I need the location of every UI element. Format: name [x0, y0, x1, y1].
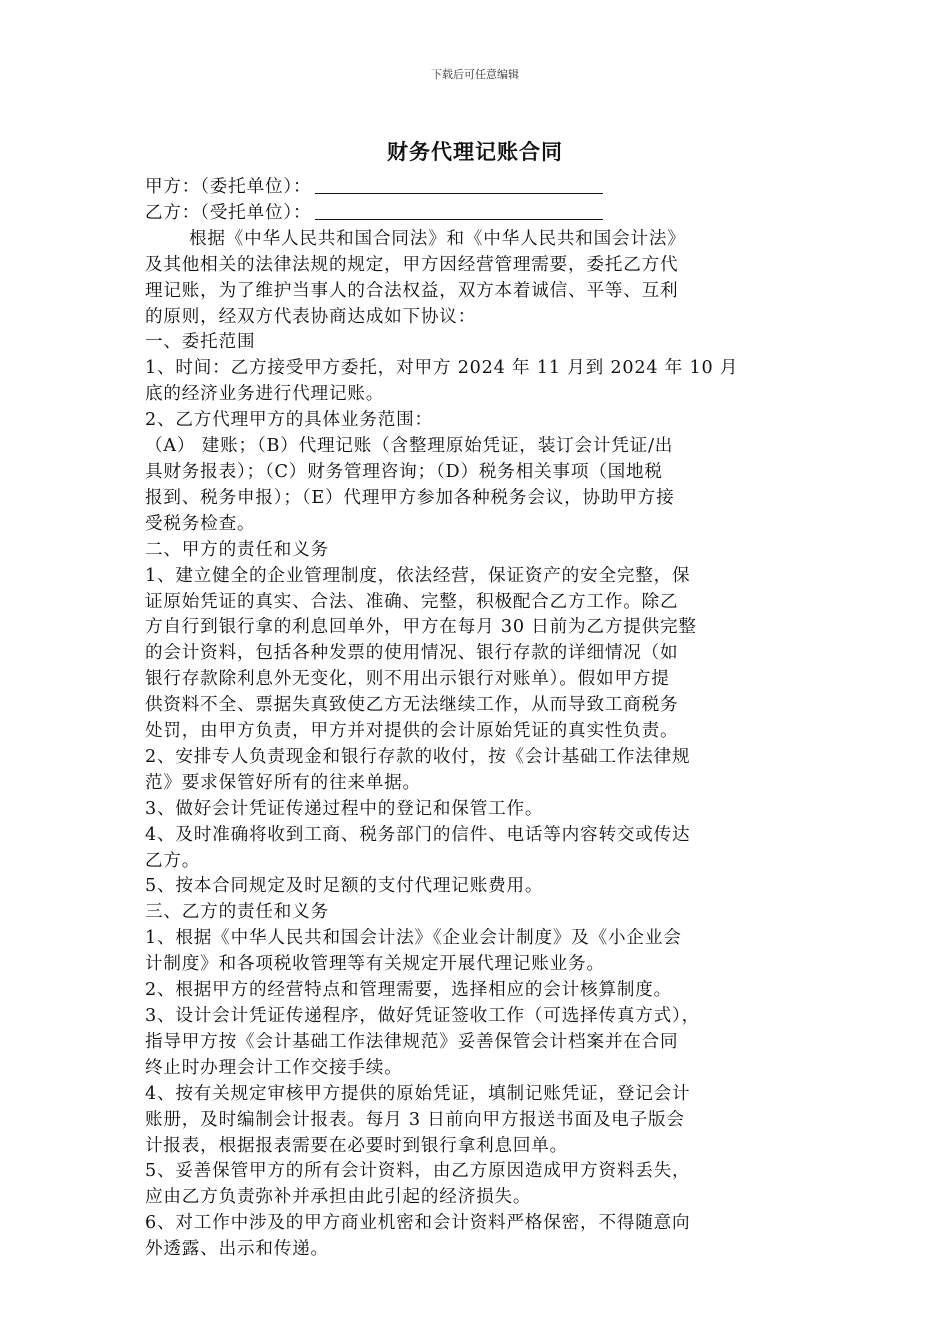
party-b-blank-field[interactable]: [315, 201, 603, 220]
section-line: （A） 建账；（B）代理记账（含整理原始凭证，装订会计凭证/出: [145, 436, 674, 457]
section-line: 5、妥善保管甲方的所有会计资料，由乙方原因造成甲方资料丢失，: [145, 1161, 691, 1182]
section-line: 5、按本合同规定及时足额的支付代理记账费用。: [145, 876, 544, 897]
preamble-line: 及其他相关的法律法规的规定，甲方因经营管理需要，委托乙方代: [145, 254, 679, 275]
section-line: 2、乙方代理甲方的具体业务范围：: [145, 410, 433, 431]
preamble-line: 理记账，为了维护当事人的合法权益，双方本着诚信、平等、互利: [145, 280, 679, 301]
section-line: 银行存款除利息外无变化，则不用出示银行对账单）。假如甲方提: [145, 669, 670, 690]
preamble-line: 根据《中华人民共和国合同法》和《中华人民共和国会计法》: [189, 228, 686, 249]
section-line: 受税务检查。: [145, 513, 256, 534]
section-line: 2、安排专人负责现金和银行存款的收付，按《会计基础工作法律规: [145, 746, 691, 767]
section-heading: 一、委托范围: [145, 332, 256, 353]
section-line: 范》要求保管好所有的往来单据。: [145, 772, 421, 793]
party-a-blank-field[interactable]: [315, 175, 603, 194]
section-line: 3、设计会计凭证传递程序，做好凭证签收工作（可选择传真方式），: [145, 1006, 701, 1026]
section-line: 1、根据《中华人民共和国会计法》《企业会计制度》及《小企业会: [145, 928, 682, 949]
section-line: 处罚，由甲方负责，甲方并对提供的会计原始凭证的真实性负责。: [145, 721, 679, 742]
party-b-label: 乙方：（受托单位）：: [145, 202, 312, 223]
section-line: 2、根据甲方的经营特点和管理需要，选择相应的会计核算制度。: [145, 980, 673, 1001]
section-line: 账册，及时编制会计报表。每月 3 日前向甲方报送书面及电子版会: [145, 1109, 685, 1130]
section-line: 方自行到银行拿的利息回单外，甲方在每月 30 日前为乙方提供完整: [145, 617, 697, 638]
section-line: 应由乙方负责弥补并承担由此引起的经济损失。: [145, 1187, 532, 1208]
section-line: 4、按有关规定审核甲方提供的原始凭证，填制记账凭证，登记会计: [145, 1083, 691, 1104]
section-line: 1、建立健全的企业管理制度，依法经营，保证资产的安全完整，保: [145, 565, 691, 586]
section-line: 终止时办理会计工作交接手续。: [145, 1057, 403, 1078]
section-line: 3、做好会计凭证传递过程中的登记和保管工作。: [145, 798, 544, 819]
party-b-line: [145, 201, 813, 227]
section-line: 指导甲方按《会计基础工作法律规范》妥善保管会计档案并在合同: [145, 1031, 679, 1052]
section-3: [145, 900, 813, 1263]
section-line: 1、时间：乙方接受甲方委托，对甲方 2024 年 11 月到 2024 年 10 月: [145, 358, 739, 379]
section-line: 供资料不全、票据失真致使乙方无法继续工作，从而导致工商税务: [145, 695, 679, 716]
section-heading: 三、乙方的责任和义务: [145, 902, 329, 923]
section-line: 底的经济业务进行代理记账。: [145, 384, 385, 405]
section-2: [145, 538, 813, 901]
section-heading: 二、甲方的责任和义务: [145, 539, 329, 560]
header-note: 下载后可任意编辑: [431, 68, 519, 81]
section-line: 计报表，根据报表需要在必要时到银行拿利息回单。: [145, 1135, 569, 1156]
section-line: 的会计资料，包括各种发票的使用情况、银行存款的详细情况（如: [145, 643, 679, 664]
section-line: 计制度》和各项税收管理等有关规定开展代理记账业务。: [145, 954, 605, 975]
section-line: 4、及时准确将收到工商、税务部门的信件、电话等内容转交或传达: [145, 824, 691, 845]
document-title: 财务代理记账合同: [387, 139, 563, 164]
section-line: 6、对工作中涉及的甲方商业机密和会计资料严格保密，不得随意向: [145, 1213, 691, 1234]
section-1: [145, 330, 813, 537]
preamble: [145, 227, 813, 331]
section-line: 证原始凭证的真实、合法、准确、完整，积极配合乙方工作。除乙: [145, 591, 679, 612]
party-a-line: [145, 175, 813, 201]
party-a-label: 甲方：（委托单位）：: [145, 177, 312, 197]
section-line: 乙方。: [145, 850, 201, 871]
section-line: 外透露、出示和传递。: [145, 1239, 329, 1260]
contract-body: [145, 175, 813, 1263]
section-line: 报到、税务申报）；（E）代理甲方参加各种税务会议，协助甲方接: [145, 487, 675, 508]
section-line: 具财务报表）；（C）财务管理咨询；（D）税务相关事项（国地税: [145, 461, 663, 482]
preamble-line: 的原则，经双方代表协商达成如下协议：: [145, 306, 477, 327]
